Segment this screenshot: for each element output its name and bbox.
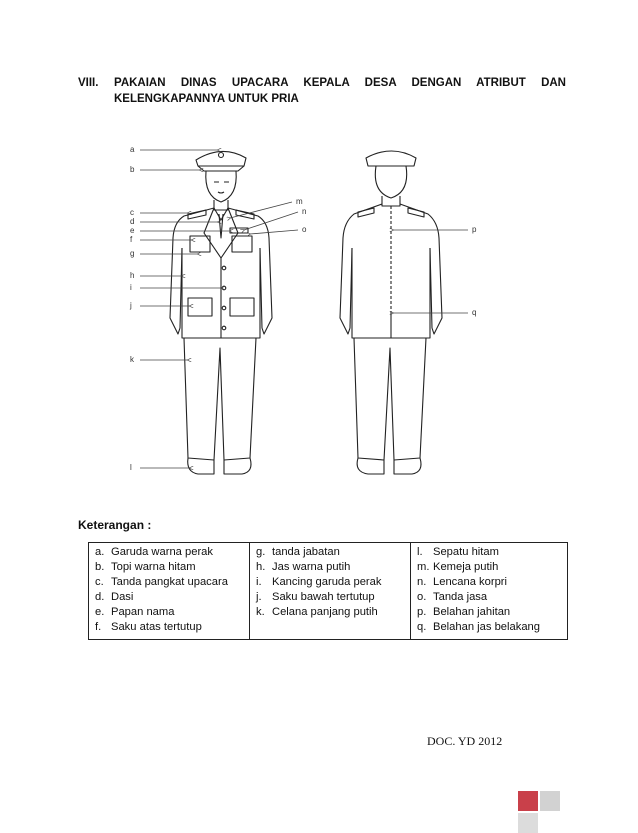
keterangan-title: Keterangan : — [78, 518, 152, 532]
label-l: l — [130, 463, 132, 472]
label-c: c — [130, 208, 134, 217]
uniform-illustration — [118, 138, 498, 493]
legend-item: i. Kancing garuda perak — [256, 576, 382, 588]
heading-line-1: PAKAIAN DINAS UPACARA KEPALA DESA DENGAN ATRIBUT DAN — [114, 77, 566, 89]
section-heading — [78, 75, 566, 107]
legend-item: d. Dasi — [95, 591, 134, 603]
section-number: VIII. — [78, 77, 99, 89]
decor-square-red — [518, 791, 538, 811]
legend-item: e. Papan nama — [95, 606, 175, 618]
legend-item: f. Saku atas tertutup — [95, 621, 202, 633]
label-k: k — [130, 355, 134, 364]
label-j: j — [130, 301, 132, 310]
legend-item: a. Garuda warna perak — [95, 546, 213, 558]
legend-table — [88, 542, 568, 640]
legend-item: m. Kemeja putih — [417, 561, 499, 573]
label-f: f — [130, 235, 133, 244]
legend-item: k. Celana panjang putih — [256, 606, 378, 618]
decor-square-grey — [518, 813, 538, 833]
legend-item: l. Sepatu hitam — [417, 546, 499, 558]
legend-item: n. Lencana korpri — [417, 576, 508, 588]
label-a: a — [130, 145, 135, 154]
figure-labels — [129, 145, 477, 472]
legend-column-1 — [89, 543, 250, 640]
legend-item: o. Tanda jasa — [417, 591, 488, 603]
label-q: q — [472, 308, 477, 317]
label-h: h — [130, 271, 135, 280]
label-o: o — [302, 225, 307, 234]
legend-item: b. Topi warna hitam — [95, 561, 196, 573]
heading-line-2: KELENGKAPANNYA UNTUK PRIA — [114, 93, 299, 105]
legend-item: j. Saku bawah tertutup — [256, 591, 375, 603]
uniform-drawing — [118, 138, 498, 493]
legend-column-2 — [250, 543, 411, 640]
legend-item: g. tanda jabatan — [256, 546, 340, 558]
decor-square-grey — [540, 791, 560, 811]
label-i: i — [130, 283, 132, 292]
label-m: m — [296, 197, 303, 206]
label-d: d — [130, 217, 135, 226]
label-e: e — [130, 226, 135, 235]
label-p: p — [472, 225, 477, 234]
legend-column-3 — [411, 543, 568, 640]
label-b: b — [130, 165, 135, 174]
legend-item: c. Tanda pangkat upacara — [95, 576, 228, 588]
label-n: n — [302, 207, 307, 216]
label-g: g — [130, 249, 135, 258]
legend-item: q. Belahan jas belakang — [417, 621, 540, 633]
legend-item: p. Belahan jahitan — [417, 606, 511, 618]
doc-footer: DOC. YD 2012 — [427, 734, 503, 748]
legend-item: h. Jas warna putih — [256, 561, 351, 573]
